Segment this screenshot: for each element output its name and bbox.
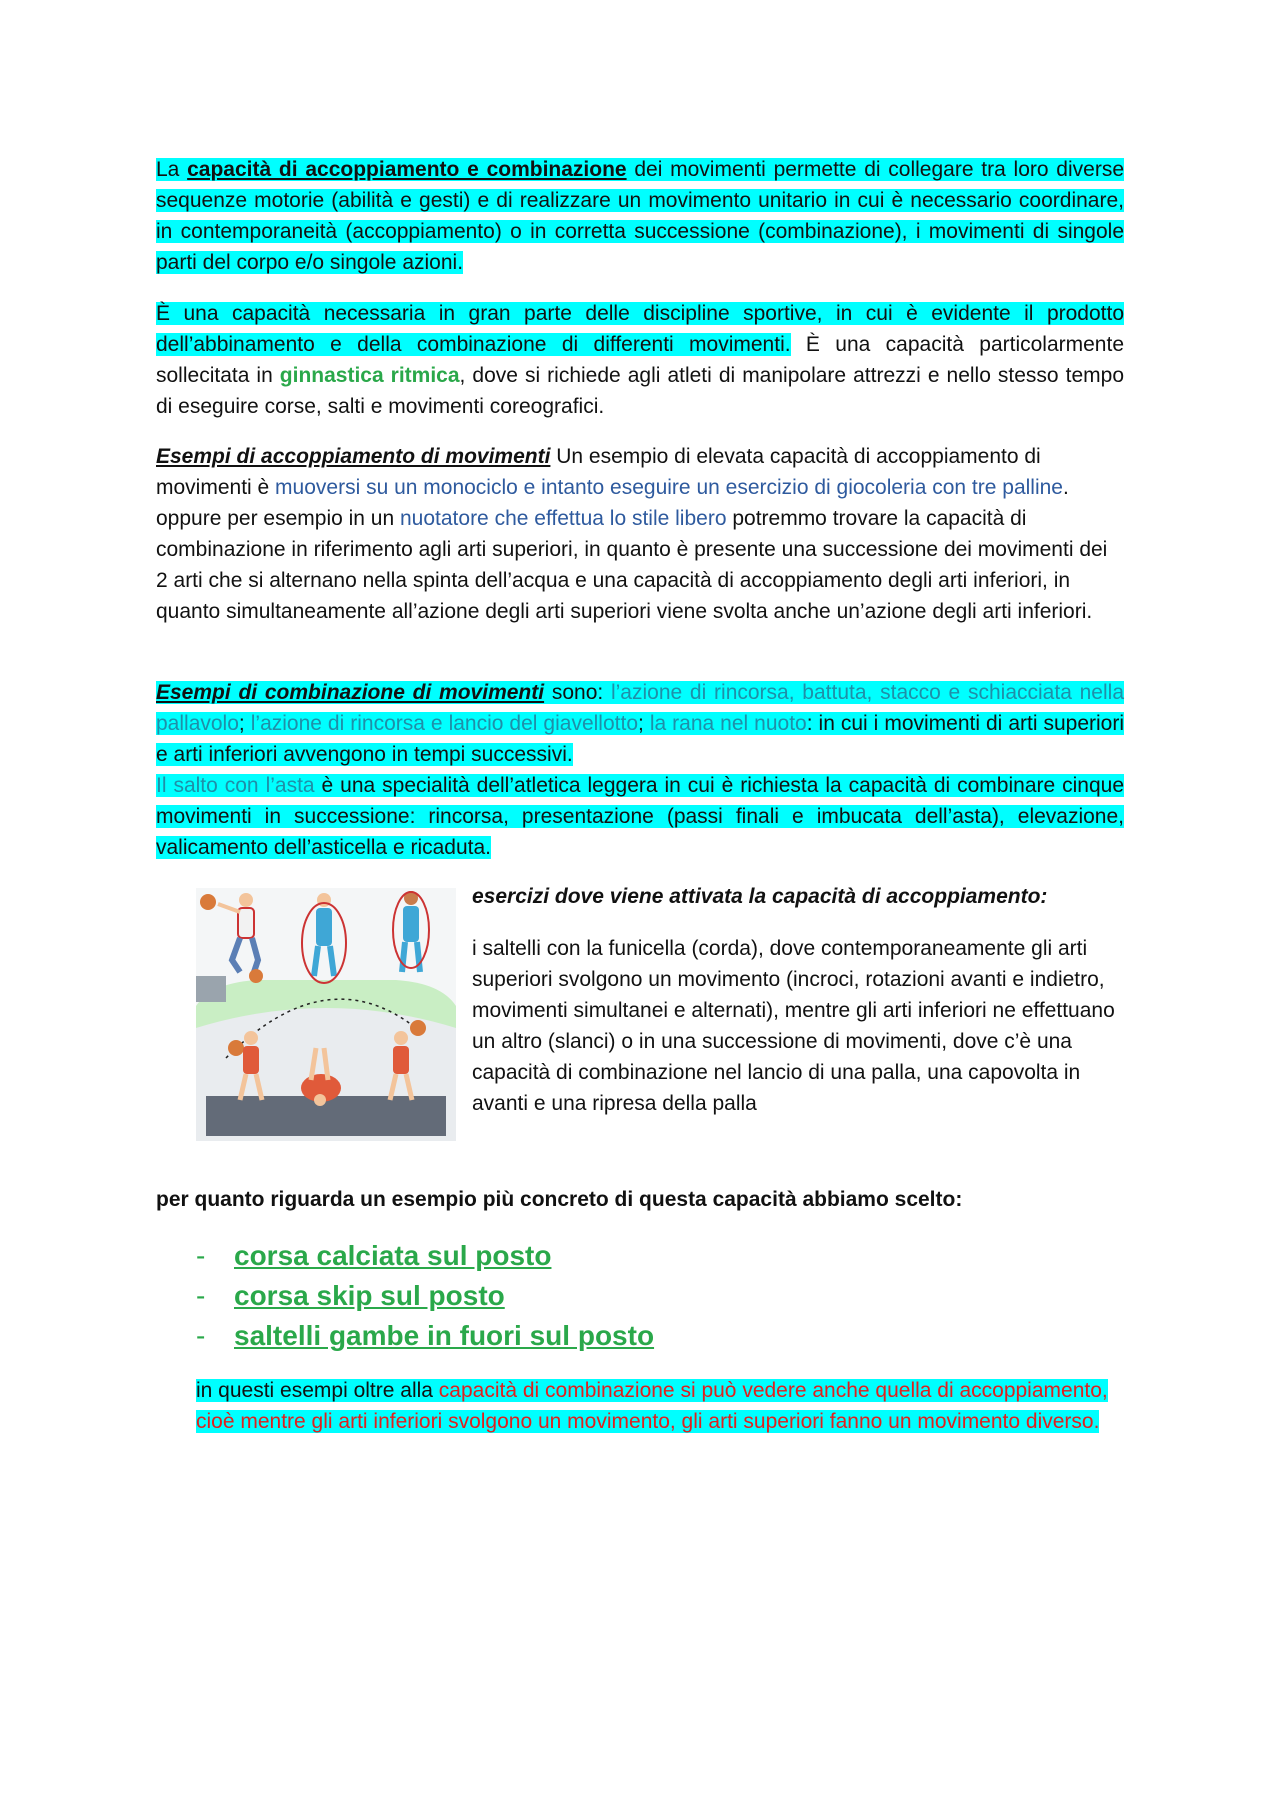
list-dash: - [196,1320,206,1351]
sport-ginnastica: ginnastica ritmica [279,364,460,387]
combinazione-text-a: sono: [544,681,611,704]
combinazione-text-g: : in cui i movimenti di arti superiori e arti inferiori avvengono in tempi successivi. [156,712,1125,766]
sports-highlight: È una capacità necessaria in gran parte delle discipline sportive, in cui è evidente il prodotto dell’abbinamento e della combinazione di differenti movimenti. [156,302,1124,356]
conclusion-text-a: in questi esempi oltre alla [196,1379,439,1402]
combinazione-text-i: è una specialità dell’atletica leggera in cui è richiesta la capacità di combinare cinque movimenti in successione: rincorsa, presentazione (passi finali e imbucata dell’asta), elevazione, valicamento dell’asticella e ricaduta. [156,774,1124,859]
illustration-caption-text: i saltelli con la funicella (corda), dove contemporaneamente gli arti superiori svolgono un movimento (incroci, rotazioni avanti e indietro, movimenti simultanei e alternati), mentre gli arti inferiori ne effettuano un altro (slanci) o in una successione di movimenti, dove c’è una capacità di combinazione nel lancio di una palla, una capovolta in avanti e una ripresa della palla [472,937,1115,1115]
list-item [196,1316,654,1356]
example-nuotatore: nuotatore che effettua lo stile libero [400,507,727,530]
conclusion-text-b: capacità di combinazione si può vedere anche quella di accoppiamento, cioè mentre gli arti inferiori svolgono un movimento, gli arti superiori fanno un movimento diverso. [196,1379,1108,1433]
list-item-label: corsa calciata sul posto [234,1240,552,1271]
illustration-caption-title: esercizi dove viene attivata la capacità di accoppiamento: [472,885,1048,908]
paragraph-conclusion [196,1375,1126,1437]
sports-mid: È una capacità particolarmente sollecitata in [156,333,1124,387]
example-rana: la rana nel nuoto [649,712,807,735]
example-salto-asta: Il salto con l’asta [156,774,315,797]
accoppiamento-text-e: potremmo trovare la capacità di combinazione in riferimento agli arti superiori, in quanto è presente una successione dei movimenti dei 2 arti che si alternano nella spinta dell’acqua e una capacità di accoppiamento degli arti inferiori, in quanto simultaneamente all’azione degli arti superiori viene svolta anche un’azione degli arti inferiori. [156,507,1108,623]
list-item-label: saltelli gambe in fuori sul posto [234,1320,655,1351]
definition-highlight [156,158,1124,274]
accoppiamento-text-a: Un esempio di elevata capacità di accoppiamento di movimenti è [156,445,1041,499]
accoppiamento-text-c: . oppure per esempio in un [156,476,1069,530]
paragraph-combinazione [156,677,1124,863]
definition-text: dei movimenti permette di collegare tra loro diverse sequenze motorie (abilità e gesti) e di realizzare un movimento unitario in cui è necessario coordinare, in contemporaneità (accoppiamento) o in corretta successione (combinazione), i movimenti di singole parti del corpo e/o singole azioni. [156,158,1124,274]
concrete-example-heading: per quanto riguarda un esempio più concreto di questa capacità abbiamo scelto: [156,1188,963,1211]
definition-pre: La [156,158,188,181]
combinazione-sep-1: ; [238,712,251,735]
definition-term: capacità di accoppiamento e combinazione [187,158,627,181]
combinazione-sep-2: ; [638,712,650,735]
example-giavellotto: l’azione di rincorsa e lancio del giavellotto [250,712,638,735]
paragraph-sports [156,298,1124,422]
example-pallavolo: l’azione di rincorsa, battuta, stacco e schiacciata nella pallavolo [156,681,1124,735]
example-monociclo: muoversi su un monociclo e intanto eseguire un esercizio di giocoleria con tre palline [275,476,1063,499]
paragraph-accoppiamento [156,441,1124,627]
list-dash: - [196,1240,206,1271]
accoppiamento-heading: Esempi di accoppiamento di movimenti [156,445,551,468]
paragraph-definition [156,154,1124,278]
sports-end: , dove si richiede agli atleti di manipolare attrezzi e nello stesso tempo di eseguire corse, salti e movimenti coreografici. [156,364,1125,418]
combinazione-highlight [156,681,1124,859]
list-item [196,1236,654,1276]
exercise-illustration [196,888,456,1141]
list-item [196,1276,654,1316]
list-dash: - [196,1280,206,1311]
conclusion-highlight [196,1379,1108,1433]
exercise-list [196,1236,654,1356]
combinazione-heading: Esempi di combinazione di movimenti [156,681,545,704]
list-item-label: corsa skip sul posto [234,1280,505,1311]
